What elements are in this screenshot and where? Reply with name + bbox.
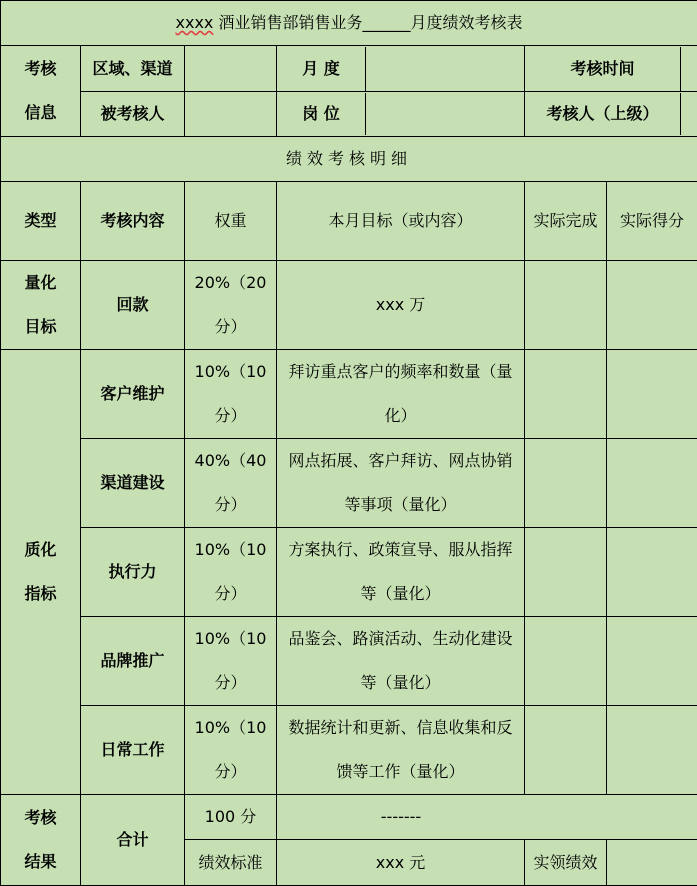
quality-score-cell[interactable] [607, 617, 697, 706]
assessor-value[interactable] [681, 93, 697, 135]
quality-actual-cell[interactable] [525, 706, 607, 795]
result-total: 100 分 [185, 795, 277, 840]
position-value[interactable] [366, 93, 524, 135]
quality-weight: 10%（10分） [185, 617, 277, 706]
result-type-line1: 考核 [5, 796, 76, 840]
table-title [1, 1, 697, 46]
assessor-label: 考核人（上级） [525, 93, 681, 135]
quality-score-cell[interactable] [607, 528, 697, 617]
header-type: 类型 [1, 182, 81, 261]
detail-title: 绩效考核明细 [1, 137, 697, 182]
quality-score-cell[interactable] [607, 439, 697, 528]
quality-score-cell[interactable] [607, 706, 697, 795]
result-dashes-cell [277, 795, 697, 840]
quality-type-line1: 质化 [5, 528, 76, 572]
month-label: 月 度 [277, 47, 366, 91]
time-cell [525, 46, 697, 92]
header-actual: 实际完成 [525, 182, 607, 261]
quality-target: 网点拓展、客户拜访、网点协销等事项（量化） [277, 439, 525, 528]
quality-target: 数据统计和更新、信息收集和反馈等工作（量化） [277, 706, 525, 795]
time-label: 考核时间 [525, 47, 681, 91]
header-weight: 权重 [185, 182, 277, 261]
quality-content: 日常工作 [81, 706, 185, 795]
quant-type-line2: 目标 [5, 305, 76, 349]
person-label: 被考核人 [81, 92, 185, 137]
person-value-cell[interactable] [185, 92, 277, 137]
month-value[interactable] [366, 47, 524, 91]
result-standard-label: 绩效标准 [185, 840, 277, 886]
result-type-cell [1, 795, 81, 886]
quality-actual-cell[interactable] [525, 617, 607, 706]
assessor-cell [525, 92, 697, 137]
quant-actual-cell[interactable] [525, 261, 607, 350]
quality-score-cell[interactable] [607, 350, 697, 439]
info-label-cell [1, 46, 81, 137]
header-content: 考核内容 [81, 182, 185, 261]
header-target: 本月目标（或内容） [277, 182, 525, 261]
quality-content: 渠道建设 [81, 439, 185, 528]
quant-content: 回款 [81, 261, 185, 350]
result-content: 合计 [81, 795, 185, 886]
result-standard-value: xxx 元 [277, 840, 525, 886]
result-dashes: ------- [277, 795, 525, 839]
quant-type-line1: 量化 [5, 261, 76, 305]
quant-weight: 20%（20分） [185, 261, 277, 350]
title-main: 酒业销售部销售业务______月度绩效考核表 [218, 13, 522, 32]
quality-actual-cell[interactable] [525, 439, 607, 528]
quality-actual-cell[interactable] [525, 528, 607, 617]
region-value-cell[interactable] [185, 46, 277, 92]
quant-target: xxx 万 [277, 261, 525, 350]
quality-weight: 40%（40分） [185, 439, 277, 528]
quality-content: 执行力 [81, 528, 185, 617]
position-cell [277, 92, 525, 137]
title-prefix: xxxx [176, 13, 214, 32]
quant-score-cell[interactable] [607, 261, 697, 350]
quality-content: 品牌推广 [81, 617, 185, 706]
quality-type-line2: 指标 [5, 572, 76, 616]
info-label-line2: 信息 [5, 91, 76, 135]
quality-content: 客户维护 [81, 350, 185, 439]
position-label: 岗 位 [277, 93, 366, 135]
quality-actual-cell[interactable] [525, 350, 607, 439]
quality-weight: 10%（10分） [185, 706, 277, 795]
result-type-line2: 结果 [5, 840, 76, 884]
quality-target: 拜访重点客户的频率和数量（量化） [277, 350, 525, 439]
region-label: 区域、渠道 [81, 46, 185, 92]
quality-weight: 10%（10分） [185, 528, 277, 617]
header-score: 实际得分 [607, 182, 697, 261]
result-actual-pay-cell[interactable] [607, 840, 697, 886]
quality-target: 方案执行、政策宣导、服从指挥等（量化） [277, 528, 525, 617]
quality-weight: 10%（10分） [185, 350, 277, 439]
quality-target: 品鉴会、路演活动、生动化建设等（量化） [277, 617, 525, 706]
quality-type-cell [1, 350, 81, 795]
quant-type-cell [1, 261, 81, 350]
time-value[interactable] [681, 47, 697, 91]
month-cell [277, 46, 525, 92]
result-actual-pay-label: 实领绩效 [525, 840, 607, 886]
info-label-line1: 考核 [5, 47, 76, 91]
